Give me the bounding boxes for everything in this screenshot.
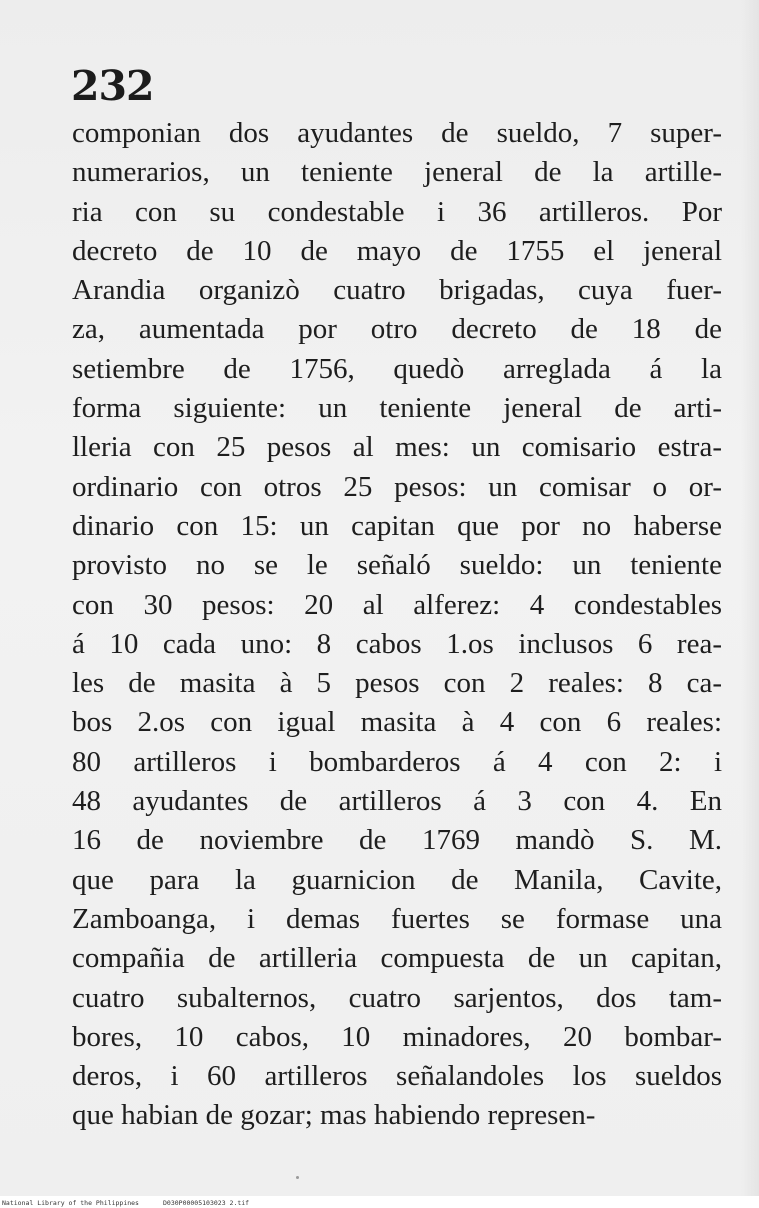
- text-line: que habian de gozar; mas habiendo represen-: [72, 1099, 596, 1132]
- scan-footer: [0, 1198, 759, 1208]
- body-text: [72, 114, 722, 1136]
- text-line: cuatro subalternos, cuatro sarjentos, dos tam-: [72, 981, 722, 1014]
- text-line: numerarios, un teniente jeneral de la artille-: [72, 156, 722, 189]
- text-line: bores, 10 cabos, 10 minadores, 20 bombar-: [72, 1020, 722, 1053]
- text-line: Zamboanga, i demas fuertes se formase una: [72, 902, 722, 935]
- text-line: za, aumentada por otro decreto de 18 de: [72, 313, 722, 346]
- text-line: deros, i 60 artilleros señalandoles los sueldos: [72, 1060, 722, 1093]
- text-line: les de masita à 5 pesos con 2 reales: 8 ca-: [72, 667, 722, 700]
- text-line: que para la guarnicion de Manila, Cavite,: [72, 863, 722, 896]
- text-line: compañia de artilleria compuesta de un capitan,: [72, 942, 722, 975]
- text-line: ordinario con otros 25 pesos: un comisar o or-: [72, 470, 722, 503]
- footer-credit: National Library of the Philippines: [2, 1199, 139, 1207]
- text-line: lleria con 25 pesos al mes: un comisario estra-: [72, 431, 722, 464]
- text-line: bos 2.os con igual masita à 4 con 6 reales:: [72, 706, 722, 739]
- ink-speck: [296, 1176, 299, 1179]
- page-number: 232: [71, 62, 154, 110]
- text-line: forma siguiente: un teniente jeneral de arti-: [72, 392, 722, 425]
- text-line: setiembre de 1756, quedò arreglada á la: [72, 352, 722, 385]
- text-line: 48 ayudantes de artilleros á 3 con 4. En: [72, 785, 722, 818]
- text-line: 16 de noviembre de 1769 mandò S. M.: [72, 824, 722, 857]
- text-line: 80 artilleros i bombarderos á 4 con 2: i: [72, 745, 722, 778]
- text-line: decreto de 10 de mayo de 1755 el jeneral: [72, 234, 722, 267]
- text-line: dinario con 15: un capitan que por no haberse: [72, 509, 722, 542]
- text-line: á 10 cada uno: 8 cabos 1.os inclusos 6 rea-: [72, 627, 722, 660]
- text-line: con 30 pesos: 20 al alferez: 4 condestables: [72, 588, 722, 621]
- text-line: componian dos ayudantes de sueldo, 7 super-: [72, 117, 722, 149]
- text-line: ria con su condestable i 36 artilleros. Por: [72, 195, 722, 228]
- text-line: provisto no se le señaló sueldo: un teniente: [72, 549, 722, 582]
- footer-filename: D030P00005103023 2.tif: [163, 1199, 250, 1207]
- text-line: Arandia organizò cuatro brigadas, cuya fuer-: [72, 274, 722, 307]
